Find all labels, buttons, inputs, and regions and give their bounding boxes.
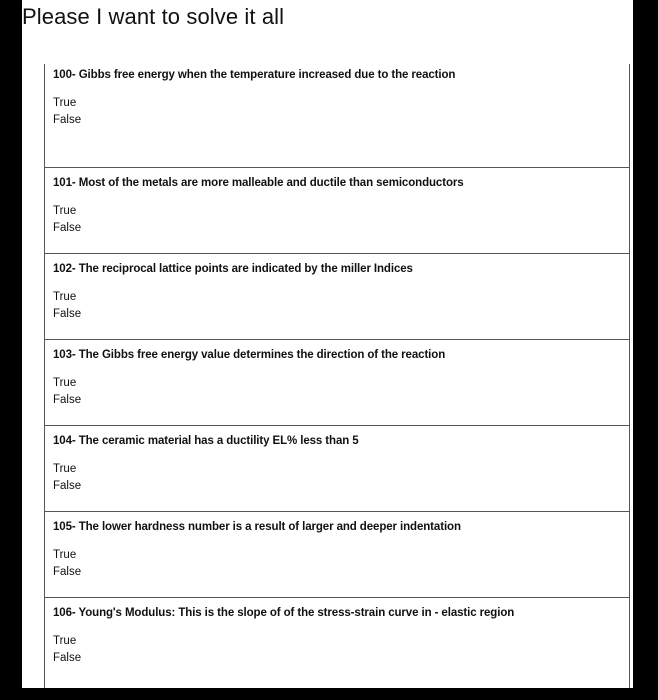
- request-text: Please I want to solve it all: [22, 4, 285, 29]
- question-101: [45, 168, 629, 254]
- question-text: 106- Young's Modulus: This is the slope of of the stress-strain curve in - elastic region: [53, 607, 515, 619]
- option-true[interactable]: True: [53, 291, 77, 303]
- option-true[interactable]: True: [53, 549, 77, 561]
- question-text: 105- The lower hardness number is a result of larger and deeper indentation: [53, 521, 461, 533]
- left-border: [0, 0, 22, 700]
- option-true[interactable]: True: [53, 635, 77, 647]
- question-sheet: [44, 64, 630, 688]
- question-106: [45, 598, 629, 688]
- question-102: [45, 254, 629, 340]
- option-true[interactable]: True: [53, 463, 77, 475]
- option-true[interactable]: True: [53, 205, 77, 217]
- question-text: 104- The ceramic material has a ductility EL% less than 5: [53, 435, 359, 447]
- right-border: [633, 0, 658, 700]
- option-true[interactable]: True: [53, 377, 77, 389]
- option-false[interactable]: False: [53, 652, 82, 664]
- question-text: 101- Most of the metals are more malleable and ductile than semiconductors: [53, 177, 464, 189]
- question-105: [45, 512, 629, 598]
- question-text: 102- The reciprocal lattice points are indicated by the miller Indices: [53, 263, 413, 275]
- question-text: 100- Gibbs free energy when the temperature increased due to the reaction: [53, 69, 456, 81]
- option-false[interactable]: False: [53, 222, 82, 234]
- bottom-border: [0, 688, 658, 700]
- question-text: 103- The Gibbs free energy value determines the direction of the reaction: [53, 349, 446, 361]
- option-true[interactable]: True: [53, 97, 77, 109]
- question-100: [45, 64, 629, 168]
- option-false[interactable]: False: [53, 566, 82, 578]
- question-103: [45, 340, 629, 426]
- option-false[interactable]: False: [53, 480, 82, 492]
- option-false[interactable]: False: [53, 394, 82, 406]
- option-false[interactable]: False: [53, 308, 82, 320]
- option-false[interactable]: False: [53, 114, 82, 126]
- question-104: [45, 426, 629, 512]
